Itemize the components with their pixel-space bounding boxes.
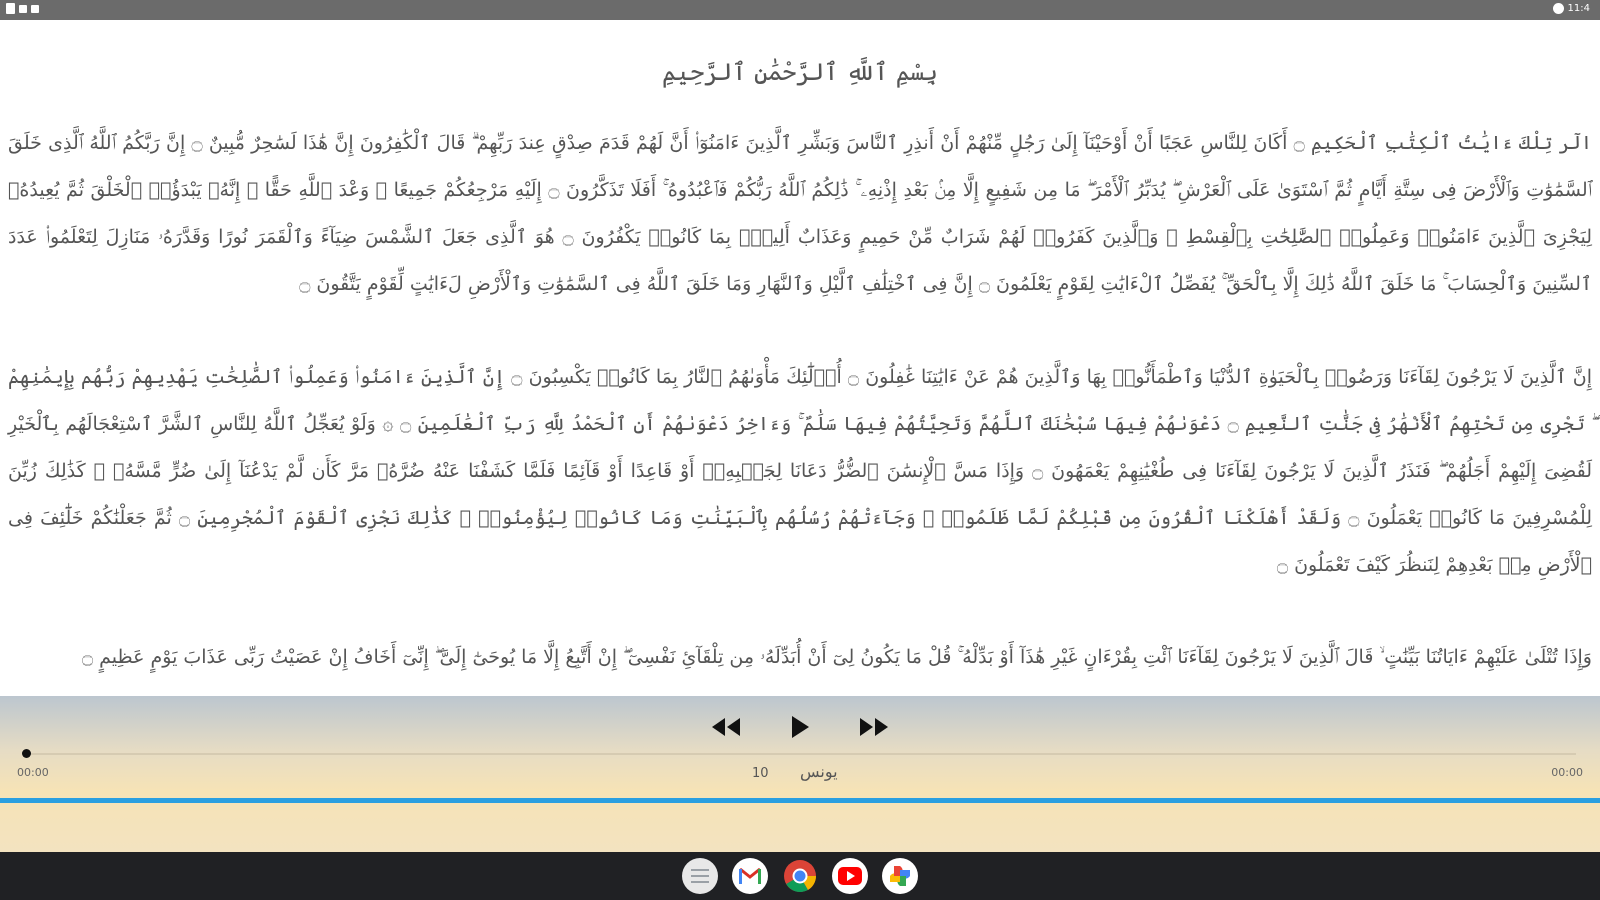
current-time: 00:00 [17, 766, 49, 779]
photos-icon[interactable] [882, 858, 918, 894]
verse-paragraph[interactable]: وَإِذَا تُتْلَىٰ عَلَيْهِمْ ءَايَاتُنَا بَيِّنَٰتٍ ۙ قَالَ ٱلَّذِينَ لَا يَرْجُونَ لِقَآءَنَا ٱئْتِ بِقُرْءَانٍ غَيْرِ هَٰذَآ أَوْ بَدِّلْهُ ۚ قُلْ مَا يَكُونُ لِىٓ أَنْ أُبَدِّلَهُۥ مِن تِلْقَآئِ نَفْسِىٓ ۖ إِنْ أَتَّبِعُ إِلَّا مَا يُوحَىٰٓ إِلَىَّ ۖ إِنِّىٓ أَخَافُ إِنْ عَصَيْتُ رَبِّى عَذَابَ يَوْمٍ عَظِيمٍ ۝ [81, 646, 1592, 668]
audio-player [0, 696, 1600, 852]
rewind-icon [710, 716, 742, 738]
youtube-icon[interactable] [832, 858, 868, 894]
notification-icon [31, 5, 39, 13]
status-bar [0, 0, 1600, 20]
verse-paragraph[interactable]: الٓر تِلْكَ ءَايَٰتُ ٱلْكِتَٰبِ ٱلْحَكِيمِ ۝ أَكَانَ لِلنَّاسِ عَجَبًا أَنْ أَوْحَيْنَآ إِلَىٰ رَجُلٍ مِّنْهُمْ أَنْ أَنذِرِ ٱلنَّاسَ وَبَشِّرِ ٱلَّذِينَ ءَامَنُوٓا۟ أَنَّ لَهُمْ قَدَمَ صِدْقٍ عِندَ رَبِّهِمْ ۗ قَالَ ٱلْكَٰفِرُونَ إِنَّ هَٰذَا لَسَٰحِرٌ مُّبِينٌ ۝ إِنَّ رَبَّكُمُ ٱللَّهُ ٱلَّذِى خَلَقَ ٱلسَّمَٰوَٰتِ وَٱلْأَرْضَ فِى سِتَّةِ أَيَّامٍ ثُمَّ ٱسْتَوَىٰ عَلَى ٱلْعَرْشِ ۖ يُدَبِّرُ ٱلْأَمْرَ ۖ مَا مِن شَفِيعٍ إِلَّا مِنۢ بَعْدِ إِذْنِهِۦ ۚ ذَٰلِكُمُ ٱللَّهُ رَبُّكُمْ فَٱعْبُدُوهُ ۚ أَفَلَا تَذَكَّرُونَ ۝ إِلَيْهِ مَرْجِعُكُمْ جَمِيعًا ۖ وَعْدَ ٱللَّهِ حَقًّا ۚ إِنَّهُۥ يَبْدَؤُا۟ ٱلْخَلْقَ ثُمَّ يُعِيدُهُۥ لِيَجْزِىَ ٱلَّذِينَ ءَامَنُوا۟ وَعَمِلُوا۟ ٱلصَّٰلِحَٰتِ بِٱلْقِسْطِ ۚ وَٱلَّذِينَ كَفَرُوا۟ لَهُمْ شَرَابٌ مِّنْ حَمِيمٍ وَعَذَابٌ أَلِيمٌۢ بِمَا كَانُوا۟ يَكْفُرُونَ ۝ هُوَ ٱلَّذِى جَعَلَ ٱلشَّمْسَ ضِيَآءً وَٱلْقَمَرَ نُورًا وَقَدَّرَهُۥ مَنَازِلَ لِتَعْلَمُوا۟ عَدَدَ ٱلسِّنِينَ وَٱلْحِسَابَ ۚ مَا خَلَقَ ٱللَّهُ ذَٰلِكَ إِلَّا بِٱلْحَقِّ ۚ يُفَصِّلُ ٱلْءَايَٰتِ لِقَوْمٍ يَعْلَمُونَ ۝ إِنَّ فِى ٱخْتِلَٰفِ ٱلَّيْلِ وَٱلنَّهَارِ وَمَا خَلَقَ ٱللَّهُ فِى ٱلسَّمَٰوَٰتِ وَٱلْأَرْضِ لَءَايَٰتٍ لِّقَوْمٍ يَتَّقُونَ ۝ [8, 132, 1592, 295]
notification-icon [19, 5, 27, 13]
status-icons-left [6, 3, 39, 14]
seek-bar[interactable] [24, 752, 1576, 756]
surah-name: يونس [800, 762, 838, 781]
gmail-icon[interactable] [732, 858, 768, 894]
taskbar [0, 852, 1600, 900]
total-time: 00:00 [1551, 766, 1583, 779]
playback-controls [0, 710, 1600, 744]
play-button[interactable] [780, 710, 820, 744]
play-icon [789, 714, 811, 740]
launcher-icon[interactable] [682, 858, 718, 894]
fast-forward-icon [858, 716, 890, 738]
basmala-heading: بِسْمِ ٱللَّهِ ٱلرَّحْمَٰنِ ٱلرَّحِيمِ [661, 58, 938, 86]
quran-reader[interactable] [0, 20, 1600, 696]
chrome-icon[interactable] [782, 858, 818, 894]
verse-paragraph[interactable]: إِنَّ ٱلَّذِينَ لَا يَرْجُونَ لِقَآءَنَا وَرَضُوا۟ بِٱلْحَيَوٰةِ ٱلدُّنْيَا وَٱطْمَأَنُّوا۟ بِهَا وَٱلَّذِينَ هُمْ عَنْ ءَايَٰتِنَا غَٰفِلُونَ ۝ أُو۟لَٰٓئِكَ مَأْوَىٰهُمُ ٱلنَّارُ بِمَا كَانُوا۟ يَكْسِبُونَ ۝ إِنَّ ٱلَّذِينَ ءَامَنُوا۟ وَعَمِلُوا۟ ٱلصَّٰلِحَٰتِ يَهْدِيهِمْ رَبُّهُم بِإِيمَٰنِهِمْ ۖ تَجْرِى مِن تَحْتِهِمُ ٱلْأَنْهَٰرُ فِى جَنَّٰتِ ٱلنَّعِيمِ ۝ دَعْوَىٰهُمْ فِيهَا سُبْحَٰنَكَ ٱللَّهُمَّ وَتَحِيَّتُهُمْ فِيهَا سَلَٰمٌ ۚ وَءَاخِرُ دَعْوَىٰهُمْ أَنِ ٱلْحَمْدُ لِلَّهِ رَبِّ ٱلْعَٰلَمِينَ ۝ ۞ وَلَوْ يُعَجِّلُ ٱللَّهُ لِلنَّاسِ ٱلشَّرَّ ٱسْتِعْجَالَهُم بِٱلْخَيْرِ لَقُضِىَ إِلَيْهِمْ أَجَلُهُمْ ۖ فَنَذَرُ ٱلَّذِينَ لَا يَرْجُونَ لِقَآءَنَا فِى طُغْيَٰنِهِمْ يَعْمَهُونَ ۝ وَإِذَا مَسَّ ٱلْإِنسَٰنَ ٱلضُّرُّ دَعَانَا لِجَنۢبِهِۦٓ أَوْ قَاعِدًا أَوْ قَآئِمًا فَلَمَّا كَشَفْنَا عَنْهُ ضُرَّهُۥ مَرَّ كَأَن لَّمْ يَدْعُنَآ إِلَىٰ ضُرٍّ مَّسَّهُۥ ۚ كَذَٰلِكَ زُيِّنَ لِلْمُسْرِفِينَ مَا كَانُوا۟ يَعْمَلُونَ ۝ وَلَقَدْ أَهْلَكْنَا ٱلْقُرُونَ مِن قَبْلِكُمْ لَمَّا ظَلَمُوا۟ ۙ وَجَآءَتْهُمْ رُسُلُهُم بِٱلْبَيِّنَٰتِ وَمَا كَانُوا۟ لِيُؤْمِنُوا۟ ۚ كَذَٰلِكَ نَجْزِى ٱلْقَوْمَ ٱلْمُجْرِمِينَ ۝ ثُمَّ جَعَلْنَٰكُمْ خَلَٰٓئِفَ فِى ٱلْأَرْضِ مِنۢ بَعْدِهِمْ لِنَنظُرَ كَيْفَ تَعْمَلُونَ ۝ [8, 366, 1593, 576]
notification-icon [6, 3, 15, 14]
status-icons-right [1553, 3, 1590, 14]
seek-thumb[interactable] [22, 749, 31, 758]
fast-forward-button[interactable] [854, 710, 894, 744]
clock: 11:4 [1567, 3, 1590, 14]
accent-divider [0, 798, 1600, 803]
surah-number: 10 [752, 766, 769, 781]
account-icon [1553, 3, 1564, 14]
rewind-button[interactable] [706, 710, 746, 744]
seek-track[interactable] [24, 753, 1576, 755]
